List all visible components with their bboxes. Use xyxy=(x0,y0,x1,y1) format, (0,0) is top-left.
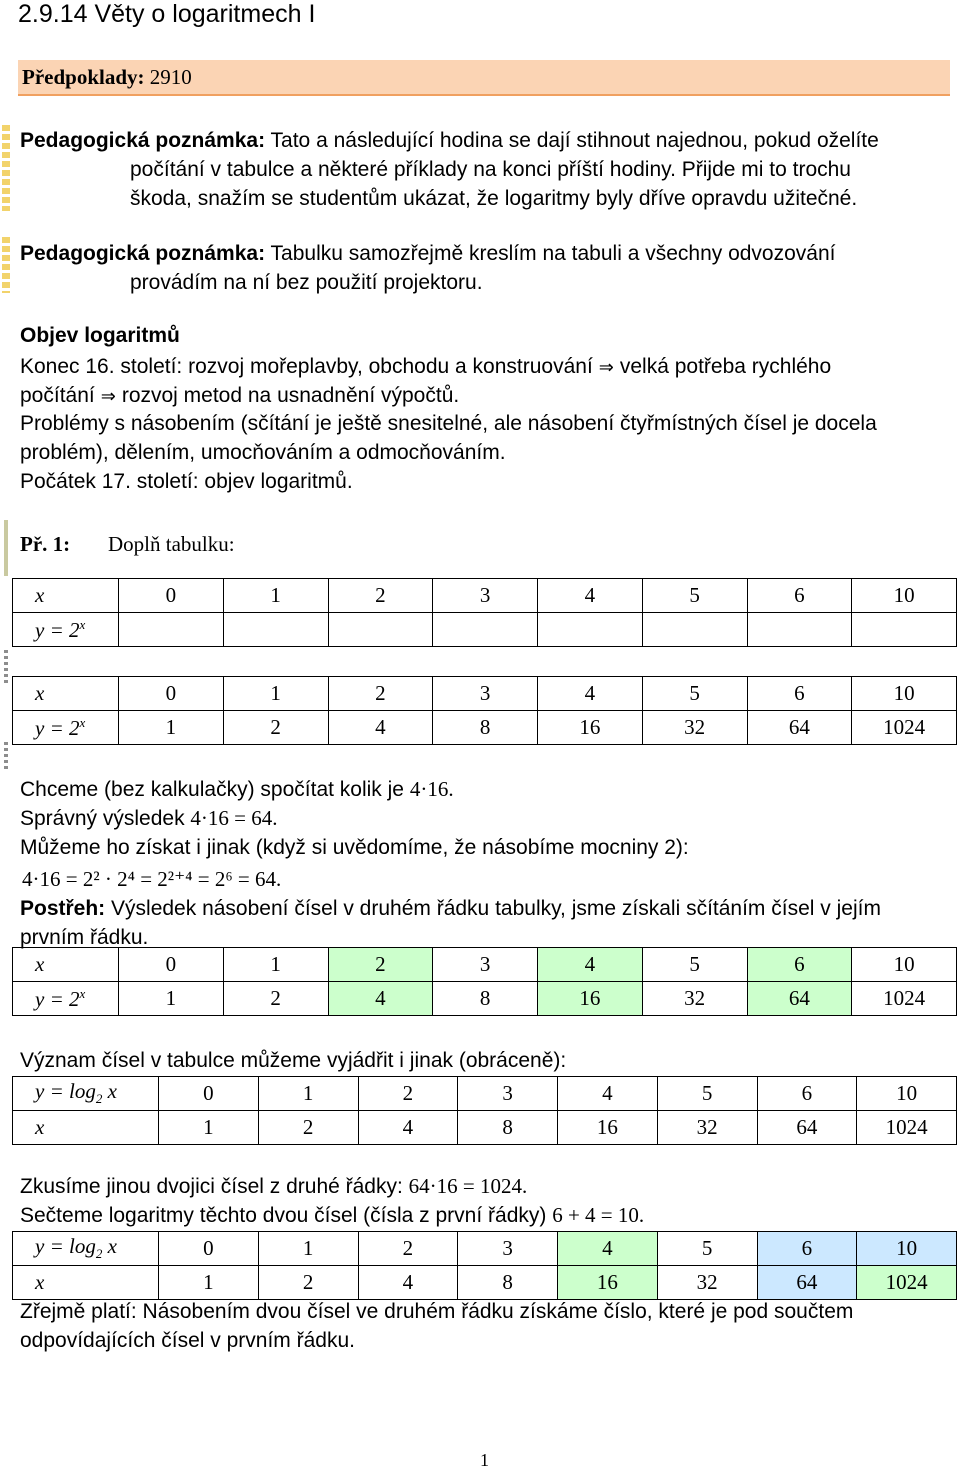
table-cell: 0 xyxy=(159,1232,259,1266)
note-label: Pedagogická poznámka: xyxy=(20,242,266,265)
table-cell: 2 xyxy=(328,677,433,711)
table-cell-highlight: 64 xyxy=(747,982,852,1016)
table-cell-empty[interactable] xyxy=(852,613,957,647)
table-cell: 16 xyxy=(558,1111,658,1145)
table-cell-empty[interactable] xyxy=(747,613,852,647)
table-cell: 10 xyxy=(852,579,957,613)
table-empty xyxy=(12,578,957,647)
pencil-marker-icon xyxy=(2,237,10,293)
dotted-marker-icon xyxy=(4,650,8,686)
table-cell-highlight: 16 xyxy=(538,982,643,1016)
note-text: počítání v tabulce a některé příklady na konci příští hodiny. Přijde mi to trochu xyxy=(130,158,851,181)
table-cell-highlight: 6 xyxy=(747,948,852,982)
table-cell: 1 xyxy=(223,579,328,613)
table-cell: 6 xyxy=(757,1077,857,1111)
table-row xyxy=(13,613,957,647)
table-cell: 1 xyxy=(119,982,224,1016)
table-row xyxy=(13,677,957,711)
table-cell: 2 xyxy=(258,1111,358,1145)
table-log xyxy=(12,1076,957,1145)
table-row xyxy=(13,1266,957,1300)
note-text: Tato a následující hodina se dají stihnout najednou, pokud oželíte xyxy=(270,129,879,152)
paragraph-line: Sečteme logaritmy těchto dvou čísel (čísla z první řádky) 6 + 4 = 10. xyxy=(20,1203,645,1227)
table-cell: 32 xyxy=(657,1111,757,1145)
table-cell: 2 xyxy=(358,1232,458,1266)
table-cell: 5 xyxy=(657,1077,757,1111)
table-cell: 10 xyxy=(852,948,957,982)
table-cell: 0 xyxy=(119,677,224,711)
table-cell-highlight-blue: 64 xyxy=(757,1266,857,1300)
paragraph-line: Konec 16. století: rozvoj mořeplavby, obchodu a konstruování ⇒ velká potřeba rychlého xyxy=(20,355,832,378)
paragraph-line: Chceme (bez kalkulačky) spočítat kolik je 4·16. xyxy=(20,777,454,801)
table-cell-empty[interactable] xyxy=(223,613,328,647)
table-cell: 4 xyxy=(538,677,643,711)
table-cell: 64 xyxy=(757,1111,857,1145)
table-cell-highlight: 2 xyxy=(328,948,433,982)
table-cell: 8 xyxy=(433,711,538,745)
paragraph-line: Můžeme ho získat i jinak (když si uvědomíme, že násobíme mocniny 2): xyxy=(20,836,689,859)
table-cell: 5 xyxy=(657,1232,757,1266)
table-cell-highlight-blue: 10 xyxy=(857,1232,957,1266)
row-label-x: x xyxy=(13,1266,159,1300)
table-cell-empty[interactable] xyxy=(538,613,643,647)
paragraph-line: Problémy s násobením (sčítání je ještě snesitelné, ale násobení čtyřmístných čísel je docela xyxy=(20,412,877,435)
table-cell: 0 xyxy=(119,948,224,982)
table-cell: 3 xyxy=(433,677,538,711)
table-cell-empty[interactable] xyxy=(642,613,747,647)
margin-bar xyxy=(4,520,8,576)
table-cell: 0 xyxy=(159,1077,259,1111)
table-cell: 5 xyxy=(642,579,747,613)
row-label-log: $y = \log_2 x$ xyxy=(13,1232,159,1266)
table-cell: 8 xyxy=(458,1266,558,1300)
pedagogical-note-1 xyxy=(20,126,879,155)
table-highlighted xyxy=(12,947,957,1016)
table-row xyxy=(13,1111,957,1145)
table-cell: 8 xyxy=(458,1111,558,1145)
table-cell: 2 xyxy=(358,1077,458,1111)
table-cell: 3 xyxy=(458,1077,558,1111)
paragraph-line: problém), dělením, umocňováním a odmocňováním. xyxy=(20,441,506,464)
table-cell: 16 xyxy=(538,711,643,745)
note-text: Tabulku samozřejmě kreslím na tabuli a všechny odvozování xyxy=(270,242,836,265)
table-cell: 3 xyxy=(458,1232,558,1266)
table-cell: 1 xyxy=(258,1232,358,1266)
row-label-x: x xyxy=(13,1111,159,1145)
table-cell-empty[interactable] xyxy=(433,613,538,647)
table-cell: 1 xyxy=(223,677,328,711)
pedagogical-note-2 xyxy=(20,239,836,268)
table-cell: 4 xyxy=(538,579,643,613)
table-cell: 32 xyxy=(657,1266,757,1300)
note-text: provádím na ní bez použití projektoru. xyxy=(130,271,483,294)
table-cell: 32 xyxy=(642,982,747,1016)
row-label-y: $y = 2^x$ xyxy=(13,711,119,745)
table-cell: 1 xyxy=(119,711,224,745)
paragraph-line: Zkusíme jinou dvojici čísel z druhé řádky: 64·16 = 1024. xyxy=(20,1174,528,1198)
table-cell: 0 xyxy=(119,579,224,613)
table-row xyxy=(13,579,957,613)
table-cell-highlight-green: 16 xyxy=(558,1266,658,1300)
observation: Postřeh: Výsledek násobení čísel v druhém řádku tabulky, jsme získali sčítáním čísel v jejím xyxy=(20,897,881,920)
prerequisites-bar xyxy=(18,60,950,96)
table-cell: 3 xyxy=(433,579,538,613)
table-cell: 1 xyxy=(258,1077,358,1111)
table-cell: 2 xyxy=(223,982,328,1016)
table-cell: 64 xyxy=(747,711,852,745)
paragraph-line: počítání ⇒ rozvoj metod na usnadnění výpočtů. xyxy=(20,384,460,407)
page-title: 2.9.14 Věty o logaritmech I xyxy=(18,0,316,28)
table-row xyxy=(13,1077,957,1111)
table-cell: 5 xyxy=(642,948,747,982)
observation-line: prvním řádku. xyxy=(20,926,149,949)
table-cell: 4 xyxy=(358,1111,458,1145)
row-label-y: $y = 2^x$ xyxy=(13,982,119,1016)
row-label-x: x xyxy=(13,579,119,613)
equation: 4·16 = 2² · 2⁴ = 2²⁺⁴ = 2⁶ = 64. xyxy=(22,867,282,891)
table-cell-highlight-green: 1024 xyxy=(857,1266,957,1300)
conclusion-line: Zřejmě platí: Násobením dvou čísel ve druhém řádku získáme číslo, které je pod součtem xyxy=(20,1300,854,1323)
table-cell: 4 xyxy=(358,1266,458,1300)
table-cell: 2 xyxy=(223,711,328,745)
table-cell: 6 xyxy=(747,677,852,711)
row-label-y: $y = 2^x$ xyxy=(13,613,119,647)
dotted-marker-icon xyxy=(4,742,8,772)
example-label: Př. 1: xyxy=(20,532,71,556)
implies-arrow-icon: ⇒ xyxy=(100,386,116,407)
table-cell-highlight-blue: 6 xyxy=(757,1232,857,1266)
table-cell: 4 xyxy=(328,711,433,745)
conclusion-line: odpovídajících čísel v prvním řádku. xyxy=(20,1329,355,1352)
row-label-x: x xyxy=(13,948,119,982)
table-cell: 10 xyxy=(857,1077,957,1111)
note-text: škoda, snažím se studentům ukázat, že logaritmy byly dříve opravdu užitečné. xyxy=(130,187,858,210)
paragraph-line: Správný výsledek 4·16 = 64. xyxy=(20,806,278,830)
table-cell: 1 xyxy=(159,1266,259,1300)
table-cell: 4 xyxy=(558,1077,658,1111)
prerequisites-value: 2910 xyxy=(149,65,192,89)
row-label-log: $y = \log_2 x$ xyxy=(13,1077,159,1111)
example-text: Doplň tabulku: xyxy=(108,532,235,556)
table-cell-empty[interactable] xyxy=(119,613,224,647)
implies-arrow-icon: ⇒ xyxy=(598,357,614,378)
table-cell: 1 xyxy=(223,948,328,982)
table-row xyxy=(13,982,957,1016)
table-cell: 5 xyxy=(642,677,747,711)
table-row xyxy=(13,711,957,745)
table-cell: 2 xyxy=(328,579,433,613)
table-cell: 3 xyxy=(433,948,538,982)
row-label-x: x xyxy=(13,677,119,711)
table-log-highlighted xyxy=(12,1231,957,1300)
table-cell-highlight-green: 4 xyxy=(558,1232,658,1266)
table-cell: 10 xyxy=(852,677,957,711)
paragraph-line: Význam čísel v tabulce můžeme vyjádřit i jinak (obráceně): xyxy=(20,1049,567,1072)
table-cell: 1024 xyxy=(857,1111,957,1145)
paragraph-line: Počátek 17. století: objev logaritmů. xyxy=(20,470,353,493)
table-cell: 8 xyxy=(433,982,538,1016)
section-heading: Objev logaritmů xyxy=(20,324,180,347)
table-cell: 32 xyxy=(642,711,747,745)
table-cell-highlight: 4 xyxy=(328,982,433,1016)
table-cell-empty[interactable] xyxy=(328,613,433,647)
table-cell-highlight: 4 xyxy=(538,948,643,982)
prerequisites-label: Předpoklady: xyxy=(22,65,145,89)
table-cell: 2 xyxy=(258,1266,358,1300)
table-row xyxy=(13,1232,957,1266)
page-number: 1 xyxy=(480,1450,489,1470)
table-cell: 6 xyxy=(747,579,852,613)
table-row xyxy=(13,948,957,982)
pencil-marker-icon xyxy=(2,125,10,211)
table-cell: 1 xyxy=(159,1111,259,1145)
table-cell: 1024 xyxy=(852,711,957,745)
table-cell: 1024 xyxy=(852,982,957,1016)
table-filled xyxy=(12,676,957,745)
note-label: Pedagogická poznámka: xyxy=(20,129,266,152)
